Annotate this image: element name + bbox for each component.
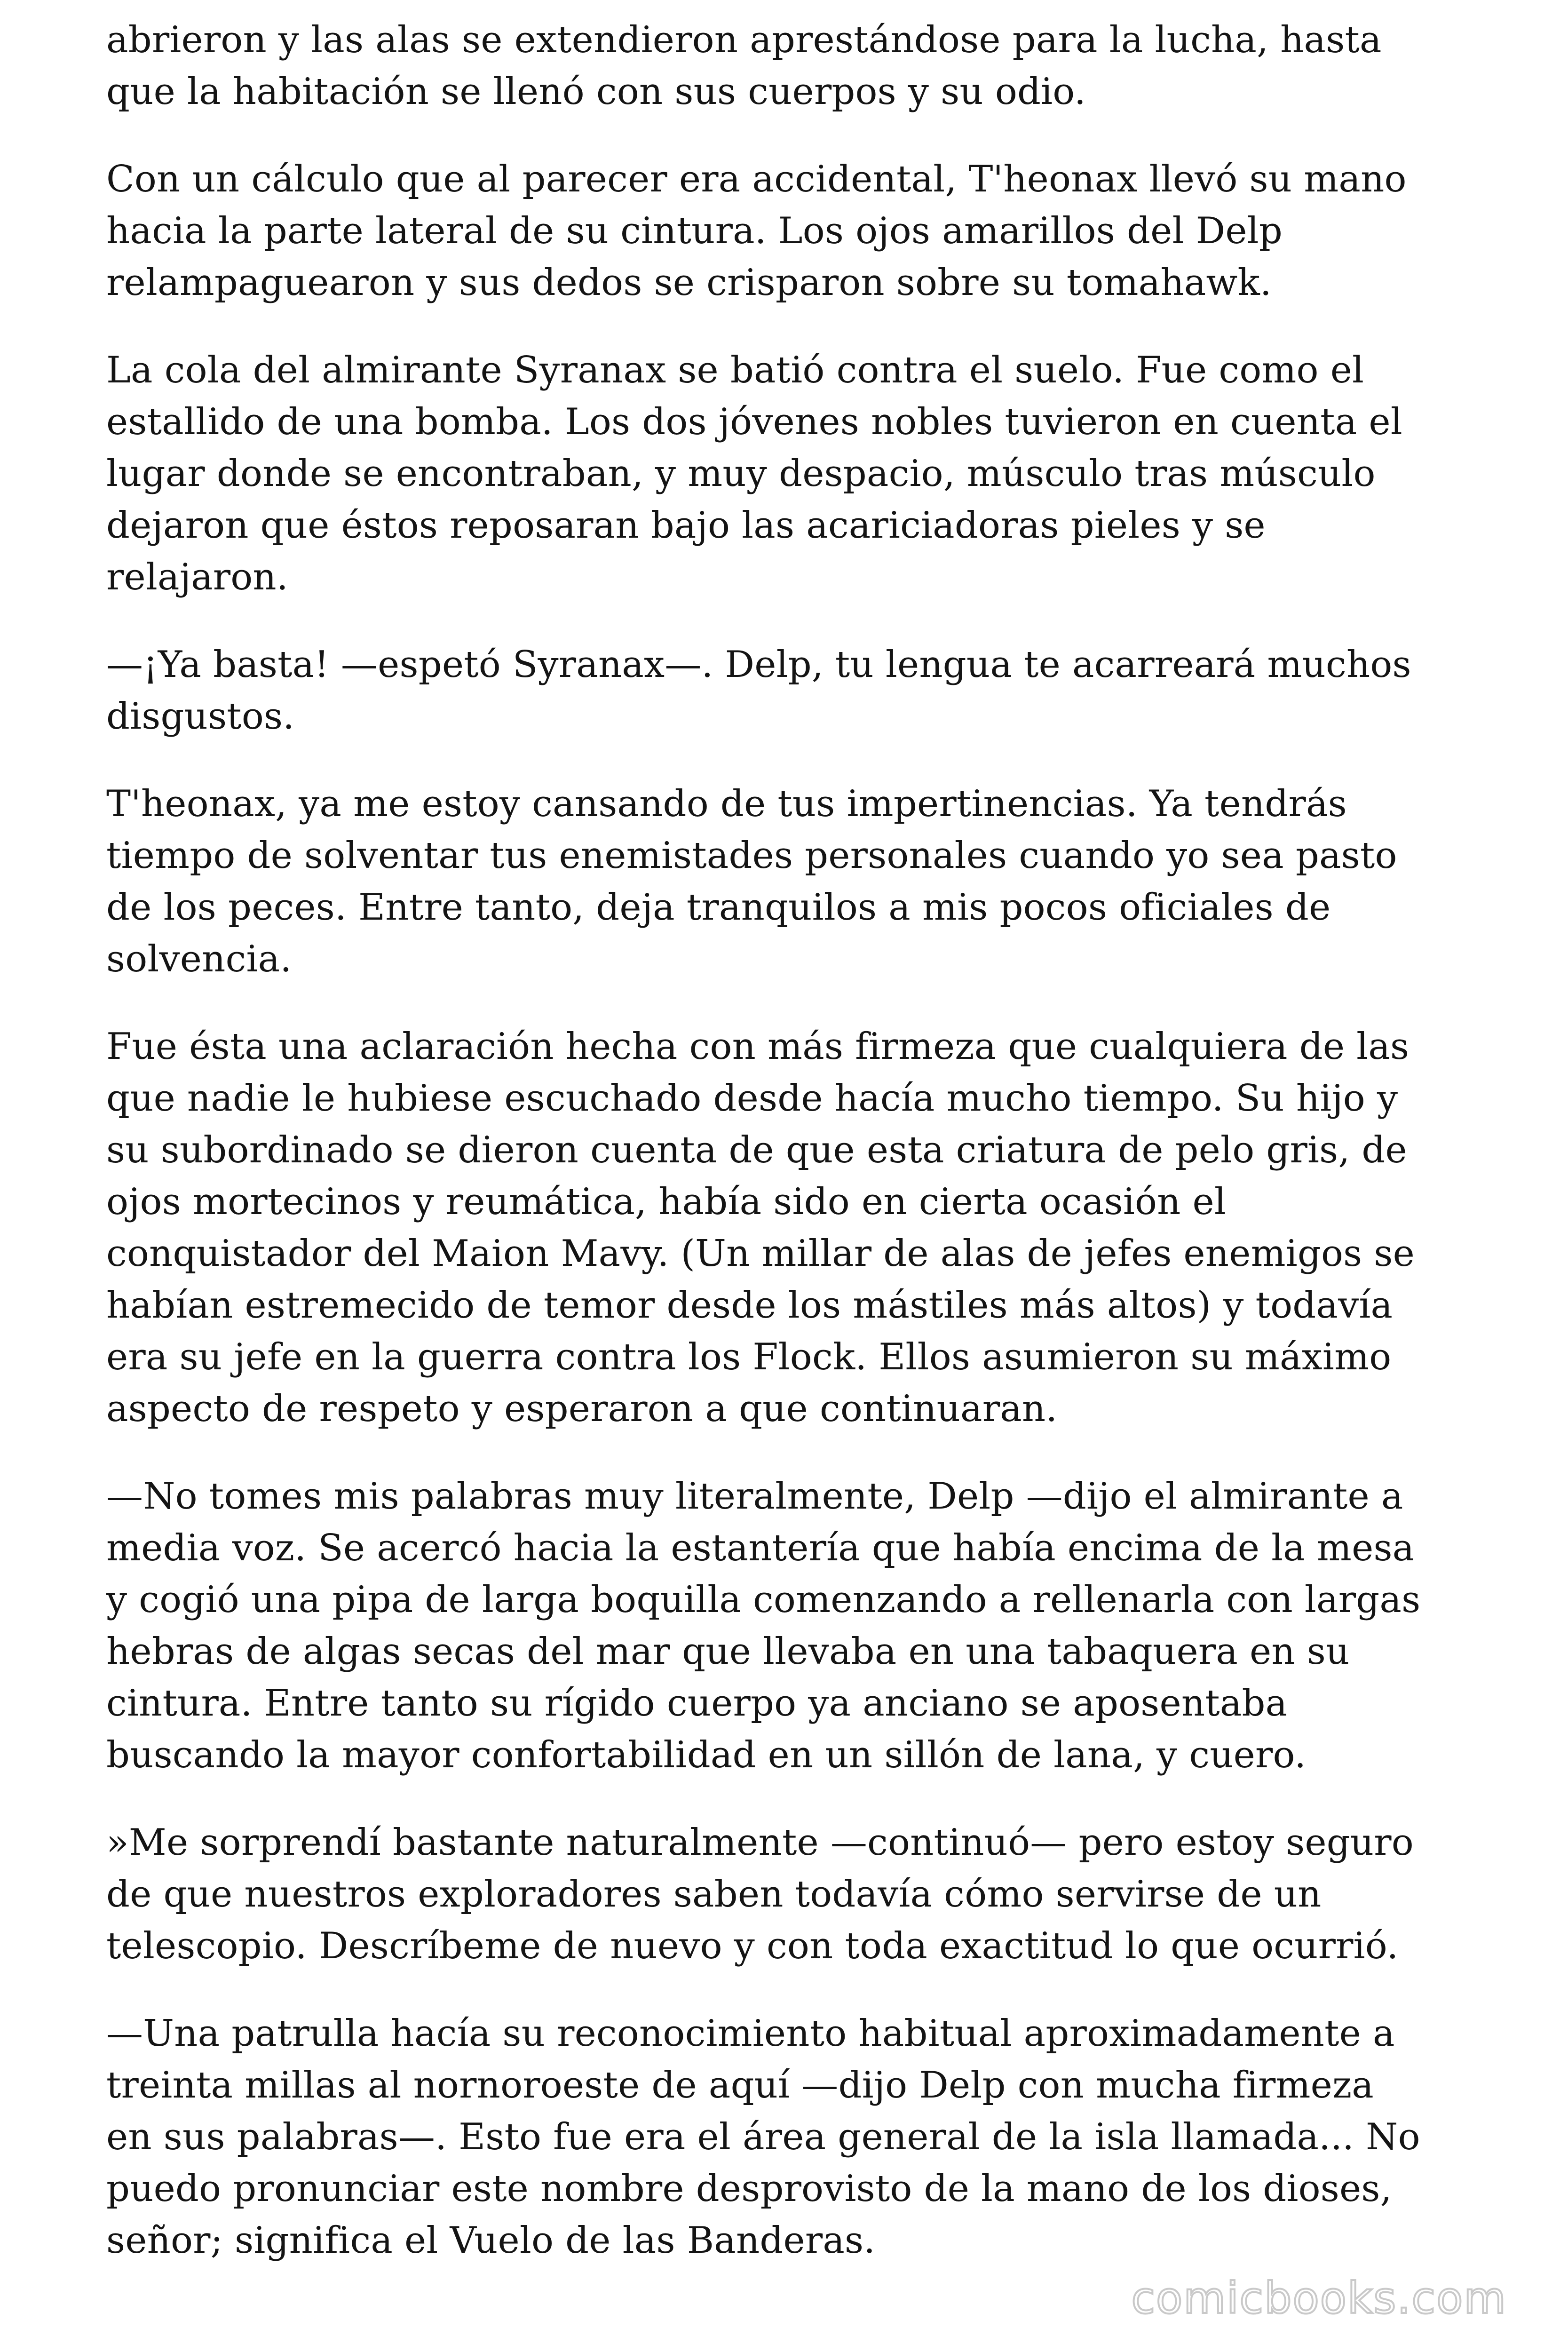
- text-line: »Me sorprendí bastante naturalmente —continuó— pero estoy seguro: [106, 1821, 1414, 1864]
- text-line: Fue ésta una aclaración hecha con más firmeza que cualquiera de las: [106, 1025, 1410, 1068]
- text-line: aspecto de respeto y esperaron a que continuaran.: [106, 1388, 1058, 1430]
- text-line: ojos mortecinos y reumática, había sido en cierta ocasión el: [106, 1181, 1227, 1223]
- text-line: buscando la mayor confortabilidad en un sillón de lana, y cuero.: [106, 1734, 1307, 1776]
- text-line: —Una patrulla hacía su reconocimiento habitual aproximadamente a: [106, 2012, 1395, 2055]
- paragraph: [106, 344, 1483, 603]
- text-line: era su jefe en la guerra contra los Flock. Ellos asumieron su máximo: [106, 1336, 1392, 1378]
- paragraph: [106, 14, 1483, 118]
- text-line: relampaguearon y sus dedos se crisparon sobre su tomahawk.: [106, 262, 1272, 304]
- text-line: La cola del almirante Syranax se batió contra el suelo. Fue como el: [106, 349, 1364, 391]
- text-line: de que nuestros exploradores saben todavía cómo servirse de un: [106, 1873, 1322, 1915]
- watermark-logo: comicbooks.com: [1131, 2273, 1507, 2323]
- text-line: señor; significa el Vuelo de las Banderas.: [106, 2219, 876, 2262]
- text-line: —No tomes mis palabras muy literalmente, Delp —dijo el almirante a: [106, 1475, 1403, 1518]
- text-line: —¡Ya basta! —espetó Syranax—. Delp, tu lengua te acarreará muchos: [106, 644, 1411, 686]
- text-line: hebras de algas secas del mar que llevaba en una tabaquera en su: [106, 1630, 1350, 1673]
- text-line: cintura. Entre tanto su rígido cuerpo ya anciano se aposentaba: [106, 1682, 1288, 1724]
- paragraph: [106, 1817, 1483, 1972]
- text-line: puedo pronunciar este nombre desprovisto de la mano de los dioses,: [106, 2168, 1392, 2210]
- text-line: que la habitación se llenó con sus cuerpos y su odio.: [106, 71, 1086, 113]
- text-line: su subordinado se dieron cuenta de que esta criatura de pelo gris, de: [106, 1129, 1407, 1171]
- text-line: disgustos.: [106, 695, 295, 738]
- text-line: lugar donde se encontraban, y muy despacio, músculo tras músculo: [106, 453, 1376, 495]
- paragraph: [106, 639, 1483, 742]
- text-line: dejaron que éstos reposaran bajo las acariciadoras pieles y se: [106, 504, 1266, 547]
- text-line: conquistador del Maion Mavy. (Un millar de alas de jefes enemigos se: [106, 1232, 1415, 1275]
- text-line: T'heonax, ya me estoy cansando de tus impertinencias. Ya tendrás: [106, 783, 1347, 825]
- text-line: treinta millas al nornoroeste de aquí —dijo Delp con mucha firmeza: [106, 2064, 1374, 2106]
- paragraph: [106, 153, 1483, 309]
- text-line: media voz. Se acercó hacia la estantería que había encima de la mesa: [106, 1527, 1415, 1569]
- paragraph: [106, 2008, 1483, 2266]
- text-line: solvencia.: [106, 938, 292, 980]
- text-line: hacia la parte lateral de su cintura. Los ojos amarillos del Delp: [106, 210, 1283, 252]
- text-line: telescopio. Descríbeme de nuevo y con toda exactitud lo que ocurrió.: [106, 1925, 1399, 1967]
- text-line: habían estremecido de temor desde los mástiles más altos) y todavía: [106, 1284, 1393, 1327]
- text-body: [106, 14, 1483, 2266]
- text-line: tiempo de solventar tus enemistades personales cuando yo sea pasto: [106, 834, 1397, 877]
- text-line: estallido de una bomba. Los dos jóvenes nobles tuvieron en cuenta el: [106, 401, 1402, 443]
- text-line: Con un cálculo que al parecer era accidental, T'heonax llevó su mano: [106, 158, 1407, 200]
- text-line: de los peces. Entre tanto, deja tranquilos a mis pocos oficiales de: [106, 886, 1331, 929]
- paragraph: [106, 778, 1483, 985]
- text-line: abrieron y las alas se extendieron aprestándose para la lucha, hasta: [106, 19, 1382, 61]
- text-line: que nadie le hubiese escuchado desde hacía mucho tiempo. Su hijo y: [106, 1077, 1398, 1120]
- text-line: en sus palabras—. Esto fue era el área general de la isla llamada... No: [106, 2116, 1420, 2158]
- text-line: y cogió una pipa de larga boquilla comenzando a rellenarla con largas: [106, 1579, 1421, 1621]
- text-line: relajaron.: [106, 556, 288, 598]
- paragraph: [106, 1470, 1483, 1781]
- paragraph: [106, 1021, 1483, 1435]
